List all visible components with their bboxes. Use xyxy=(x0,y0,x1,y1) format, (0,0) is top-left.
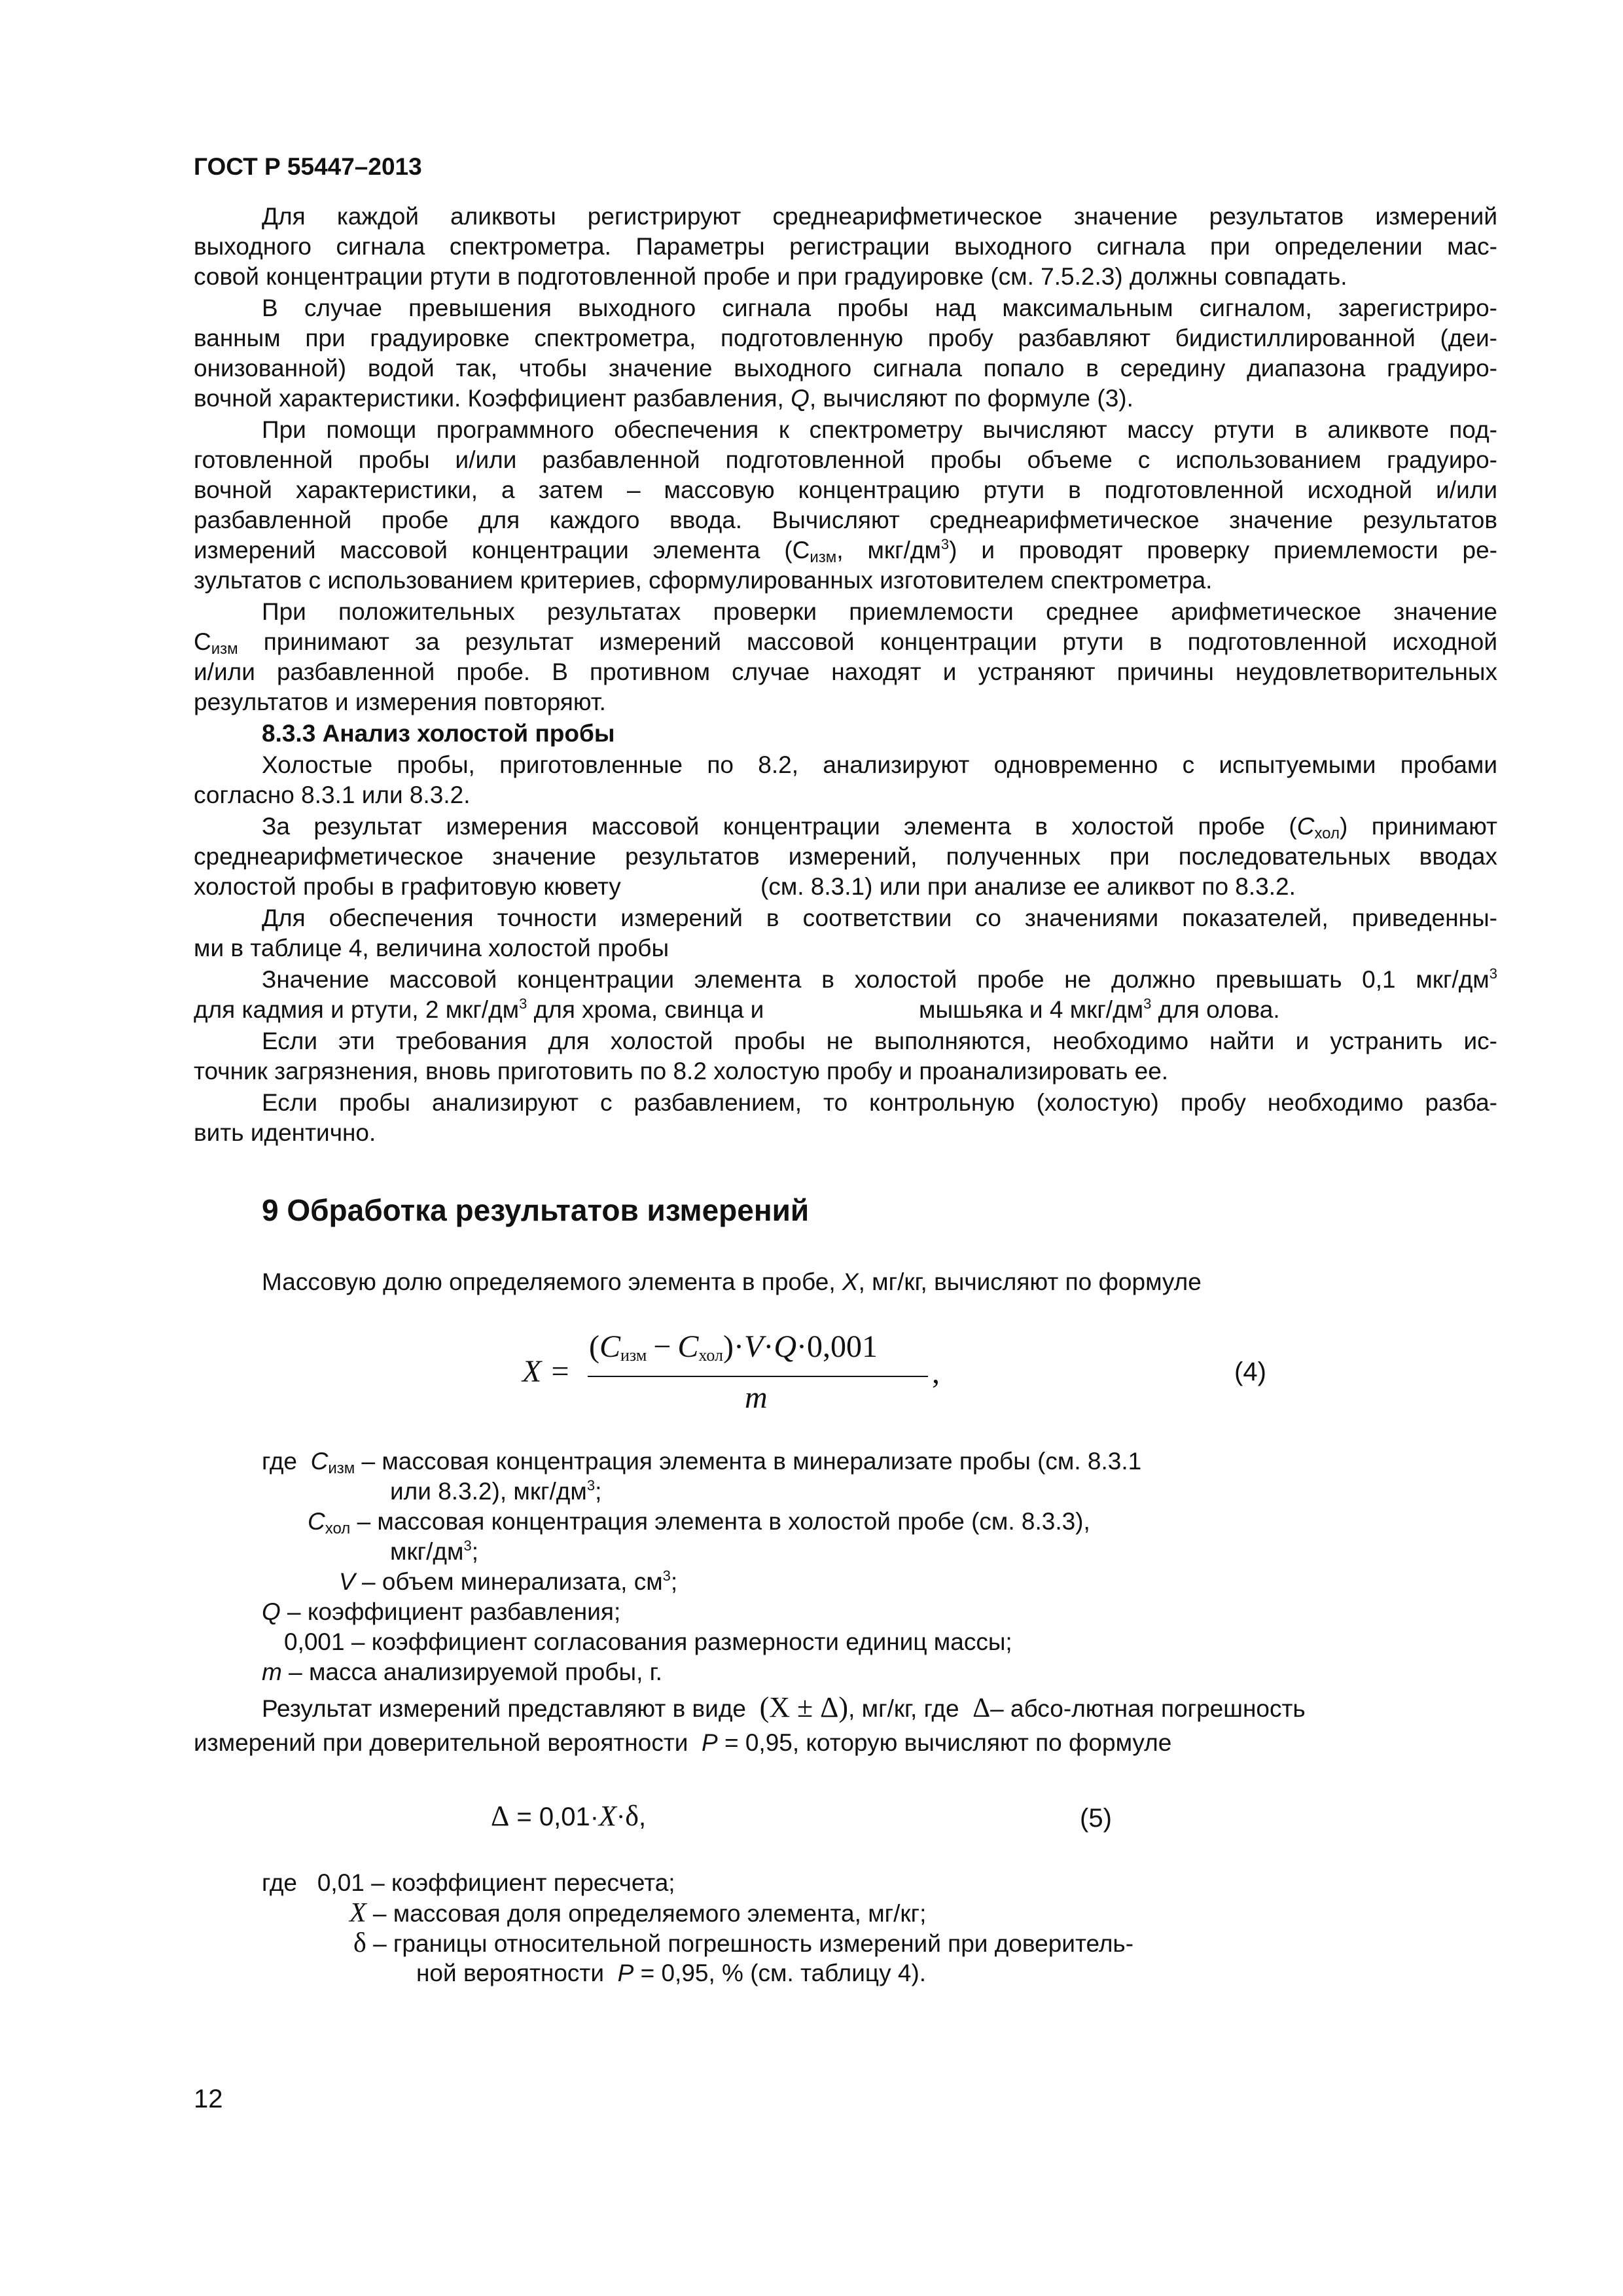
s833-a-line-2: согласно 8.3.1 или 8.3.2. xyxy=(194,781,471,808)
s833-b-line-1: За результат измерения массовой концентрации элемента в холостой пробе $(С_{хол})$ принимают xyxy=(262,813,1497,842)
s833-d-line-2b: мышьяка и 4 мкг/$дм^3$ для олова. xyxy=(919,996,1280,1023)
p2-line-2: ванным при градуировке спектрометра, подготовленную пробу разбавляют бидистиллированной (деи- xyxy=(194,325,1497,351)
document-header: ГОСТ Р 55447–2013 xyxy=(194,153,422,180)
where-line-2: $С_{хол}$ – массовая концентрация элемента в холостой пробе (см. 8.3.3), xyxy=(308,1508,1090,1537)
p4-line-2: $С_{изм}$ принимают за результат измерений массовой концентрации ртути в подготовленной исходной xyxy=(194,628,1497,658)
p4-line-4: результатов и измерения повторяют. xyxy=(194,689,606,715)
where2-line-1: где 0,01 – коэффициент пересчета; xyxy=(262,1869,675,1896)
page-number: 12 xyxy=(194,2085,223,2113)
s833-b-line-3b: (см. 8.3.1) или при анализе ее аликвот по 8.3.2. xyxy=(760,873,1296,900)
formula-4-fraction-bar xyxy=(588,1376,928,1377)
formula-4-lhs: X = xyxy=(522,1354,571,1389)
section-9-title: 9 Обработка результатов измерений xyxy=(262,1193,810,1227)
s833-f-line-2: вить идентично. xyxy=(194,1119,376,1146)
section-9-intro: Массовую долю определяемого элемента в пробе, X, мг/кг, вычисляют по формуле xyxy=(262,1268,1202,1295)
result-line-2: измерений при доверительной вероятности Р = 0,95, которую вычисляют по формуле xyxy=(194,1729,1172,1756)
where-line-6: m – масса анализируемой пробы, г. xyxy=(262,1659,662,1685)
where2-line-3b: ной вероятности Р = 0,95, % (см. таблицу 4). xyxy=(416,1960,927,1986)
subsection-title-8-3-3: 8.3.3 Анализ холостой пробы xyxy=(262,720,615,747)
s833-d-line-1: Значение массовой концентрации элемента в холостой пробе не должно превышать 0,1 мкг/$дм^3$ xyxy=(262,965,1497,993)
p3-line-3: вочной характеристики, а затем – массовую концентрацию ртути в подготовленной исходной и/или xyxy=(194,476,1497,503)
p3-line-2: готовленной пробы и/или разбавленной подготовленной пробы объеме с использованием градуиро- xyxy=(194,446,1497,473)
p1-line-3: совой концентрации ртути в подготовленной пробе и при градуировке (см. 7.5.2.3) должны совпадать. xyxy=(194,263,1347,290)
p3-line-6: зультатов с использованием критериев, сформулированных изготовителем спектрометра. xyxy=(194,567,1213,594)
formula-5-number: (5) xyxy=(1080,1804,1112,1833)
where-line-1b: или 8.3.2), мкг/$дм^3$; xyxy=(390,1477,602,1505)
p2-line-3: онизованной) водой так, чтобы значение выходного сигнала попало в середину диапазона градуиро- xyxy=(194,355,1497,382)
p4-line-3: и/или разбавленной пробе. В противном случае находят и устраняют причины неудовлетворительных xyxy=(194,658,1497,685)
where-line-1: где $С_{изм}$ – массовая концентрация элемента в минерализате пробы (см. 8.3.1 xyxy=(262,1448,1142,1477)
p1-line-1: Для каждой аликвоты регистрируют среднеарифметическое значение результатов измерений xyxy=(262,203,1497,230)
where-line-2b: мкг/$дм^3$; xyxy=(390,1537,478,1565)
s833-e-line-2: точник загрязнения, вновь приготовить по 8.2 холостую пробу и проанализировать ее. xyxy=(194,1058,1169,1085)
s833-e-line-1: Если эти требования для холостой пробы не выполняются, необходимо найти и устранить ис- xyxy=(262,1028,1497,1054)
where2-line-3: δ – границы относительной погрешность измерений при доверитель- xyxy=(353,1928,1134,1958)
s833-b-line-2: среднеарифметическое значение результатов измерений, полученных при последовательных вводах xyxy=(194,843,1497,870)
where2-line-2: X – массовая доля определяемого элемента, мг/кг; xyxy=(349,1898,927,1928)
result-line-1: Результат измерений представляют в виде (X ± Δ), мг/кг, где Δ– абсо-лютная погрешность xyxy=(262,1691,1306,1723)
p2-line-4: вочной характеристики. Коэффициент разбавления, Q, вычисляют по формуле (3). xyxy=(194,385,1133,412)
where-line-5: 0,001 – коэффициент согласования размерности единиц массы; xyxy=(284,1628,1012,1655)
where-line-3: V – объем минерализата, $см^3$; xyxy=(339,1568,678,1595)
p3-line-5: измерений массовой концентрации элемента ($С_{изм}$, мкг/$дм^3$) и проводят проверку приемлемости ре- xyxy=(194,536,1497,566)
p4-line-1: При положительных результатах проверки приемлемости среднее арифметическое значение xyxy=(262,598,1497,625)
s833-a-line-1: Холостые пробы, приготовленные по 8.2, анализируют одновременно с испытуемыми пробами xyxy=(262,751,1497,778)
s833-c-line-2: ми в таблице 4, величина холостой пробы xyxy=(194,935,669,961)
formula-4-numerator: $(C_{изм} - C_{хол})\cdot V\cdot Q\cdot 0,001$ xyxy=(589,1329,878,1365)
p3-line-1: При помощи программного обеспечения к спектрометру вычисляют массу ртути в аликвоте под- xyxy=(262,416,1497,443)
s833-f-line-1: Если пробы анализируют с разбавлением, то контрольную (холостую) пробу необходимо разба- xyxy=(262,1089,1497,1116)
where-line-4: Q – коэффициент разбавления; xyxy=(262,1598,621,1625)
p3-line-4: разбавленной пробе для каждого ввода. Вычисляют среднеарифметическое значение результатов xyxy=(194,507,1497,533)
s833-b-line-3a: холостой пробы в графитовую кювету xyxy=(194,873,621,900)
s833-d-line-2a: для кадмия и ртути, 2 мкг/$дм^3$ для хрома, свинца и xyxy=(194,996,764,1023)
formula-4-number: (4) xyxy=(1234,1357,1266,1386)
formula-4-denominator: m xyxy=(745,1380,768,1415)
formula-4-comma: , xyxy=(932,1355,940,1390)
p1-line-2: выходного сигнала спектрометра. Параметры регистрации выходного сигнала при определении мас- xyxy=(194,233,1497,260)
s833-c-line-1: Для обеспечения точности измерений в соответствии со значениями показателей, приведенны- xyxy=(262,905,1497,931)
p2-line-1: В случае превышения выходного сигнала пробы над максимальным сигналом, зарегистриро- xyxy=(262,295,1497,321)
formula-5: Δ = 0,01·X·δ, xyxy=(491,1800,647,1832)
